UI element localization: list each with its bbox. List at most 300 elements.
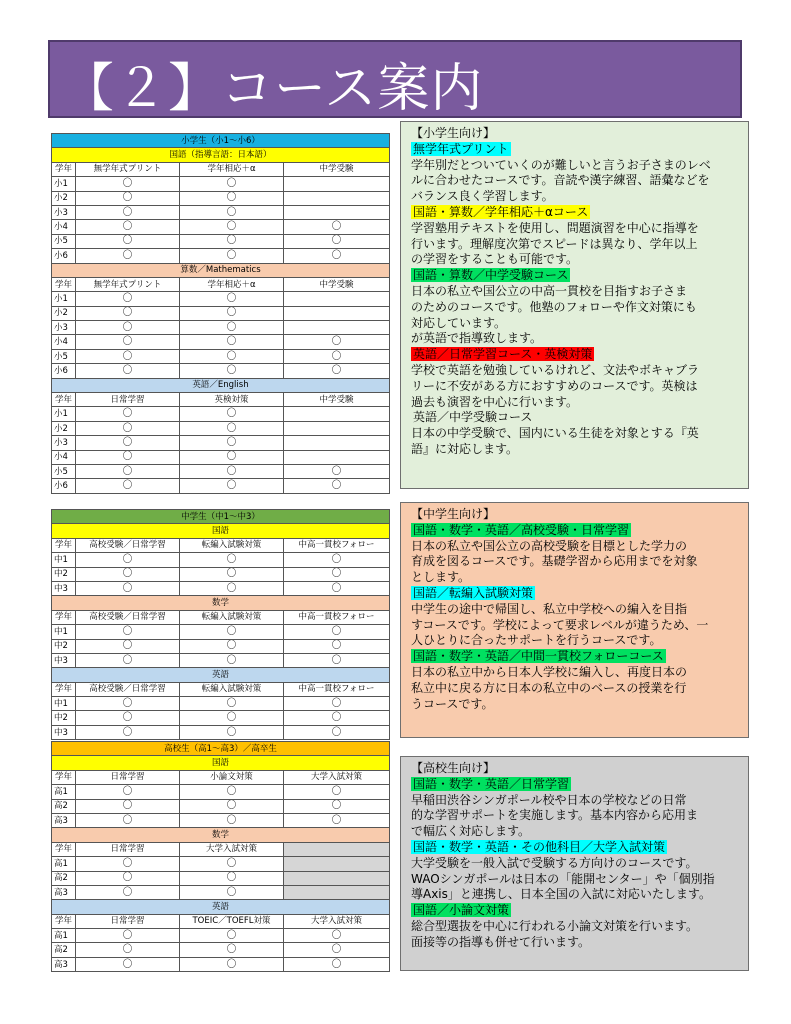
column-header: 無学年式プリント xyxy=(76,162,180,176)
subject-row xyxy=(52,668,390,682)
grade-cell: 小5 xyxy=(52,234,76,248)
column-header: 学年 xyxy=(52,610,76,624)
course-heading-line xyxy=(411,777,740,793)
grade-cell: 高2 xyxy=(52,871,76,885)
mark-cell: 〇 xyxy=(180,335,284,349)
course-heading: 国語・数学・英語／中間一貫校フォローコース xyxy=(413,649,664,664)
mark-cell: 〇 xyxy=(284,249,390,263)
grade-cell: 中1 xyxy=(52,553,76,567)
table-row xyxy=(52,857,390,871)
table-header: 小学生（小1～小6） xyxy=(52,134,390,148)
column-header-row xyxy=(52,393,390,407)
column-header: 学年 xyxy=(52,914,76,928)
mark-cell: 〇 xyxy=(76,191,180,205)
grade-cell: 高3 xyxy=(52,813,76,827)
table-row xyxy=(52,871,390,885)
middle-course-table xyxy=(51,509,390,740)
course-heading-line xyxy=(411,410,740,426)
high-info-panel xyxy=(400,756,749,971)
grade-cell: 小6 xyxy=(52,479,76,493)
column-header-row xyxy=(52,914,390,928)
mark-cell: 〇 xyxy=(284,581,390,595)
course-heading: 国語／小論文対策 xyxy=(413,903,510,918)
course-description-line: 大学受験を一般入試で受験する方向けのコースです。 xyxy=(411,855,698,870)
mark-cell xyxy=(284,857,390,871)
column-header: 英検対策 xyxy=(180,393,284,407)
mark-cell: 〇 xyxy=(180,421,284,435)
course-heading: 英語／日常学習コース・英検対策 xyxy=(413,347,593,362)
mark-cell: 〇 xyxy=(180,292,284,306)
grade-cell: 高3 xyxy=(52,957,76,971)
column-header: 中高一貫校フォロー xyxy=(284,682,390,696)
mark-cell: 〇 xyxy=(284,234,390,248)
subject-label: 英語 xyxy=(52,900,390,914)
mark-cell: 〇 xyxy=(76,349,180,363)
panel-title: 【高校生向け】 xyxy=(411,761,496,775)
mark-cell: 〇 xyxy=(76,553,180,567)
mark-cell: 〇 xyxy=(76,567,180,581)
column-header: 学年 xyxy=(52,393,76,407)
course-description-line: 対応しています。 xyxy=(411,315,507,330)
subject-label: 数学 xyxy=(52,596,390,610)
course-description-line: 日本の私立や国公立の高校受験を目標とした学力の xyxy=(411,538,688,553)
column-header: 学年 xyxy=(52,842,76,856)
mark-cell: 〇 xyxy=(180,205,284,219)
grade-cell: 小3 xyxy=(52,205,76,219)
mark-cell: 〇 xyxy=(180,857,284,871)
column-header-row xyxy=(52,770,390,784)
grade-cell: 高1 xyxy=(52,929,76,943)
mark-cell: 〇 xyxy=(76,813,180,827)
subject-row xyxy=(52,756,390,770)
grade-cell: 中3 xyxy=(52,725,76,739)
course-heading: 国語・数学・英語／高校受験・日常学習 xyxy=(413,522,630,537)
course-description-line: ルに合わせたコースです。音読や漢字練習、語彙などを xyxy=(411,173,710,188)
subject-label: 英語／English xyxy=(52,378,390,392)
course-heading: 国語・算数／中学受験コース xyxy=(413,268,569,283)
grade-cell: 中2 xyxy=(52,711,76,725)
course-description-line: 日本の私立中から日本人学校に編入し、再度日本の xyxy=(411,664,688,679)
mark-cell: 〇 xyxy=(284,653,390,667)
table-row xyxy=(52,639,390,653)
elementary-info-panel xyxy=(400,121,749,489)
column-header: 学年 xyxy=(52,277,76,291)
course-description-line: 日本の中学受験で、国内にいる生徒を対象とする『英 xyxy=(411,426,699,441)
mark-cell: 〇 xyxy=(180,321,284,335)
mark-cell: 〇 xyxy=(76,581,180,595)
mark-cell xyxy=(284,292,390,306)
grade-cell: 小1 xyxy=(52,177,76,191)
grade-cell: 小4 xyxy=(52,220,76,234)
course-description-line: バランス良く学習します。 xyxy=(411,189,554,204)
table-header-row xyxy=(52,510,390,524)
grade-cell: 中3 xyxy=(52,653,76,667)
column-header: 無学年式プリント xyxy=(76,277,180,291)
grade-cell: 小5 xyxy=(52,349,76,363)
mark-cell: 〇 xyxy=(76,436,180,450)
column-header: 日常学習 xyxy=(76,842,180,856)
column-header-row xyxy=(52,277,390,291)
course-heading: 国語・数学・英語／日常学習 xyxy=(413,776,570,791)
column-header: 大学入試対策 xyxy=(180,842,284,856)
page-title: 【２】コース案内 xyxy=(62,59,484,119)
mark-cell xyxy=(284,177,390,191)
grade-cell: 中2 xyxy=(52,567,76,581)
mark-cell xyxy=(284,421,390,435)
table-row xyxy=(52,205,390,219)
subject-label: 国語 xyxy=(52,756,390,770)
mark-cell: 〇 xyxy=(180,581,284,595)
mark-cell: 〇 xyxy=(76,479,180,493)
column-header: 学年 xyxy=(52,682,76,696)
column-header: TOEIC／TOEFL対策 xyxy=(180,914,284,928)
course-description-line: が英語で指導致します。 xyxy=(411,331,543,346)
subject-row xyxy=(52,900,390,914)
course-description-line: 学年別だとついていくのが難しいと言うお子さまのレベ xyxy=(411,157,711,172)
mark-cell: 〇 xyxy=(76,857,180,871)
column-header: 中高一貫校フォロー xyxy=(284,538,390,552)
course-description-line: 早稲田渋谷シンガポール校や日本の学校などの日常 xyxy=(411,792,687,807)
column-header: 転編入試験対策 xyxy=(180,538,284,552)
table-row xyxy=(52,725,390,739)
column-header: 小論文対策 xyxy=(180,770,284,784)
subject-row xyxy=(52,263,390,277)
column-header: 大学入試対策 xyxy=(284,770,390,784)
mark-cell: 〇 xyxy=(284,957,390,971)
grade-cell: 高1 xyxy=(52,857,76,871)
table-row xyxy=(52,885,390,899)
mark-cell: 〇 xyxy=(180,711,284,725)
mark-cell: 〇 xyxy=(76,205,180,219)
course-description-line: うコースです。 xyxy=(411,696,494,711)
mark-cell: 〇 xyxy=(180,553,284,567)
mark-cell: 〇 xyxy=(180,957,284,971)
grade-cell: 小3 xyxy=(52,321,76,335)
table-row xyxy=(52,249,390,263)
course-heading-line xyxy=(411,586,740,602)
course-heading: 国語・算数／学年相応＋αコース xyxy=(413,204,589,219)
grade-cell: 小4 xyxy=(52,450,76,464)
course-heading-line xyxy=(411,347,740,363)
course-description-line: 行います。理解度次第でスピードは異なり、学年以上 xyxy=(411,236,698,251)
grade-cell: 小1 xyxy=(52,407,76,421)
course-description-line: 人ひとりに合ったサポートを行うコースです。 xyxy=(411,633,662,648)
column-header: 日常学習 xyxy=(76,770,180,784)
mark-cell: 〇 xyxy=(180,364,284,378)
table-row xyxy=(52,711,390,725)
grade-cell: 中1 xyxy=(52,625,76,639)
mark-cell: 〇 xyxy=(76,625,180,639)
mark-cell: 〇 xyxy=(76,177,180,191)
mark-cell: 〇 xyxy=(284,943,390,957)
mark-cell xyxy=(284,407,390,421)
table-row xyxy=(52,567,390,581)
mark-cell xyxy=(284,321,390,335)
subject-label: 国語 xyxy=(52,524,390,538)
mark-cell: 〇 xyxy=(180,625,284,639)
table-row xyxy=(52,321,390,335)
table-row xyxy=(52,813,390,827)
mark-cell: 〇 xyxy=(180,567,284,581)
column-header-row xyxy=(52,538,390,552)
grade-cell: 小6 xyxy=(52,364,76,378)
course-description-line: 日本の私立や国公立の中高一貫校を目指すお子さま xyxy=(411,283,688,298)
mark-cell: 〇 xyxy=(180,479,284,493)
course-heading: 無学年式プリント xyxy=(413,141,509,156)
mark-cell: 〇 xyxy=(284,567,390,581)
column-header: 大学入試対策 xyxy=(284,914,390,928)
column-header: 高校受験／日常学習 xyxy=(76,538,180,552)
course-heading: 国語／転編入試験対策 xyxy=(413,585,534,600)
mark-cell: 〇 xyxy=(76,785,180,799)
column-header: 学年 xyxy=(52,162,76,176)
course-description-line: 的な学習サポートを実施します。基本内容から応用ま xyxy=(411,808,699,823)
mark-cell: 〇 xyxy=(76,450,180,464)
course-description-line: で幅広く対応します。 xyxy=(411,824,531,839)
mark-cell: 〇 xyxy=(76,407,180,421)
table-row xyxy=(52,220,390,234)
mark-cell: 〇 xyxy=(180,450,284,464)
mark-cell: 〇 xyxy=(76,292,180,306)
high-course-table xyxy=(51,741,390,972)
grade-cell: 小4 xyxy=(52,335,76,349)
course-heading-line xyxy=(411,205,740,221)
table-row xyxy=(52,335,390,349)
mark-cell xyxy=(284,306,390,320)
mark-cell xyxy=(284,191,390,205)
mark-cell: 〇 xyxy=(76,335,180,349)
mark-cell: 〇 xyxy=(180,871,284,885)
grade-cell: 小6 xyxy=(52,249,76,263)
grade-cell: 小3 xyxy=(52,436,76,450)
course-description-line: 総合型選抜を中心に行われる小論文対策を行います。 xyxy=(411,918,699,933)
mark-cell: 〇 xyxy=(284,349,390,363)
course-description-line: WAOシンガポールは日本の「能開センター」や「個別指 xyxy=(411,871,715,886)
column-header xyxy=(284,842,390,856)
column-header-row xyxy=(52,682,390,696)
course-description-line: リーに不安がある方におすすめのコースです。英検は xyxy=(411,378,698,393)
mark-cell: 〇 xyxy=(180,436,284,450)
mark-cell: 〇 xyxy=(180,725,284,739)
column-header: 日常学習 xyxy=(76,914,180,928)
table-row xyxy=(52,957,390,971)
mark-cell: 〇 xyxy=(180,885,284,899)
mark-cell: 〇 xyxy=(76,249,180,263)
table-row xyxy=(52,653,390,667)
course-description-line: 面接等の指導も併せて行います。 xyxy=(411,934,591,949)
table-row xyxy=(52,799,390,813)
column-header: 学年 xyxy=(52,538,76,552)
mark-cell: 〇 xyxy=(76,697,180,711)
table-row xyxy=(52,464,390,478)
table-row xyxy=(52,625,390,639)
grade-cell: 小1 xyxy=(52,292,76,306)
mark-cell: 〇 xyxy=(76,929,180,943)
mark-cell: 〇 xyxy=(284,479,390,493)
mark-cell: 〇 xyxy=(76,234,180,248)
mark-cell: 〇 xyxy=(76,464,180,478)
course-heading: 英語／中学受験コース xyxy=(413,410,533,425)
table-row xyxy=(52,479,390,493)
mark-cell: 〇 xyxy=(76,711,180,725)
mark-cell: 〇 xyxy=(180,191,284,205)
table-row xyxy=(52,581,390,595)
course-description-line: のためのコースです。他塾のフォローや作文対策にも xyxy=(411,299,697,314)
mark-cell: 〇 xyxy=(180,464,284,478)
mark-cell: 〇 xyxy=(180,220,284,234)
mark-cell: 〇 xyxy=(76,421,180,435)
grade-cell: 小2 xyxy=(52,306,76,320)
mark-cell: 〇 xyxy=(180,306,284,320)
column-header: 中学受験 xyxy=(284,393,390,407)
grade-cell: 小5 xyxy=(52,464,76,478)
grade-cell: 高3 xyxy=(52,885,76,899)
mark-cell: 〇 xyxy=(76,639,180,653)
mark-cell: 〇 xyxy=(180,177,284,191)
course-heading-line xyxy=(411,523,740,539)
mark-cell: 〇 xyxy=(180,813,284,827)
table-row xyxy=(52,697,390,711)
column-header: 学年 xyxy=(52,770,76,784)
column-header-row xyxy=(52,842,390,856)
course-description-line: とします。 xyxy=(411,570,471,585)
course-heading-line xyxy=(411,268,740,284)
course-description-line: 私立中に戻る方に日本の私立中のベースの授業を行 xyxy=(411,680,687,695)
grade-cell: 中1 xyxy=(52,697,76,711)
grade-cell: 中3 xyxy=(52,581,76,595)
course-description-line: 育成を図るコースです。基礎学習から応用までを対象 xyxy=(411,554,698,569)
table-row xyxy=(52,234,390,248)
column-header: 日常学習 xyxy=(76,393,180,407)
panel-title: 【中学生向け】 xyxy=(411,507,496,521)
course-description-line: 過去も演習を中心に行います。 xyxy=(411,394,579,409)
subject-row xyxy=(52,828,390,842)
mark-cell: 〇 xyxy=(180,929,284,943)
mark-cell: 〇 xyxy=(180,249,284,263)
table-row xyxy=(52,407,390,421)
table-header: 高校生（高1～高3）／高卒生 xyxy=(52,742,390,756)
grade-cell: 小2 xyxy=(52,191,76,205)
grade-cell: 高2 xyxy=(52,799,76,813)
mark-cell: 〇 xyxy=(180,349,284,363)
table-header-row xyxy=(52,742,390,756)
mark-cell: 〇 xyxy=(76,306,180,320)
subject-label: 算数／Mathematics xyxy=(52,263,390,277)
mark-cell: 〇 xyxy=(76,943,180,957)
course-description-line: の学習をすることも可能です。 xyxy=(411,252,579,267)
course-description-line: 導Axis」と連携し、日本全国の入試に対応いたします。 xyxy=(411,887,711,902)
subject-row xyxy=(52,524,390,538)
mark-cell: 〇 xyxy=(284,725,390,739)
course-heading-line xyxy=(411,649,740,665)
grade-cell: 高2 xyxy=(52,943,76,957)
column-header: 中学受験 xyxy=(284,162,390,176)
mark-cell: 〇 xyxy=(76,321,180,335)
mark-cell: 〇 xyxy=(284,464,390,478)
course-heading-line xyxy=(411,903,740,919)
table-row xyxy=(52,436,390,450)
mark-cell: 〇 xyxy=(284,335,390,349)
mark-cell: 〇 xyxy=(180,639,284,653)
subject-label: 国語（指導言語：日本語） xyxy=(52,148,390,162)
middle-info-panel xyxy=(400,502,749,738)
column-header: 中学受験 xyxy=(284,277,390,291)
title-banner xyxy=(48,40,742,118)
table-row xyxy=(52,785,390,799)
column-header-row xyxy=(52,610,390,624)
mark-cell: 〇 xyxy=(180,697,284,711)
mark-cell: 〇 xyxy=(284,220,390,234)
mark-cell: 〇 xyxy=(284,929,390,943)
mark-cell: 〇 xyxy=(76,799,180,813)
column-header: 学年相応＋α xyxy=(180,162,284,176)
grade-cell: 小2 xyxy=(52,421,76,435)
table-row xyxy=(52,292,390,306)
subject-row xyxy=(52,148,390,162)
course-description-line: すコースです。学校によって要求レベルが違うため、一 xyxy=(411,617,709,632)
mark-cell: 〇 xyxy=(284,364,390,378)
grade-cell: 高1 xyxy=(52,785,76,799)
column-header: 学年相応＋α xyxy=(180,277,284,291)
mark-cell: 〇 xyxy=(76,957,180,971)
mark-cell xyxy=(284,436,390,450)
mark-cell xyxy=(284,885,390,899)
column-header: 高校受験／日常学習 xyxy=(76,610,180,624)
mark-cell: 〇 xyxy=(284,553,390,567)
table-row xyxy=(52,929,390,943)
table-header: 中学生（中1～中3） xyxy=(52,510,390,524)
panel-title: 【小学生向け】 xyxy=(411,126,496,140)
mark-cell xyxy=(284,871,390,885)
table-header-row xyxy=(52,134,390,148)
mark-cell xyxy=(284,205,390,219)
table-row xyxy=(52,943,390,957)
course-description-line: 学習塾用テキストを使用し、問題演習を中心に指導を xyxy=(411,220,699,235)
mark-cell: 〇 xyxy=(76,871,180,885)
course-heading-line xyxy=(411,840,740,856)
mark-cell: 〇 xyxy=(76,220,180,234)
mark-cell: 〇 xyxy=(180,799,284,813)
subject-row xyxy=(52,378,390,392)
table-row xyxy=(52,364,390,378)
mark-cell: 〇 xyxy=(284,625,390,639)
elementary-course-table xyxy=(51,133,390,494)
column-header: 中高一貫校フォロー xyxy=(284,610,390,624)
mark-cell: 〇 xyxy=(284,799,390,813)
table-row xyxy=(52,306,390,320)
mark-cell: 〇 xyxy=(180,785,284,799)
subject-row xyxy=(52,596,390,610)
mark-cell: 〇 xyxy=(76,885,180,899)
table-row xyxy=(52,450,390,464)
column-header: 転編入試験対策 xyxy=(180,682,284,696)
mark-cell: 〇 xyxy=(284,711,390,725)
mark-cell: 〇 xyxy=(180,234,284,248)
course-description-line: 語』に対応します。 xyxy=(411,441,519,456)
mark-cell xyxy=(284,450,390,464)
column-header-row xyxy=(52,162,390,176)
subject-label: 数学 xyxy=(52,828,390,842)
course-heading-line xyxy=(411,142,740,158)
mark-cell: 〇 xyxy=(284,639,390,653)
table-row xyxy=(52,349,390,363)
table-row xyxy=(52,553,390,567)
table-row xyxy=(52,191,390,205)
course-heading: 国語・数学・英語・その他科目／大学入試対策 xyxy=(413,839,666,854)
grade-cell: 中2 xyxy=(52,639,76,653)
mark-cell: 〇 xyxy=(180,407,284,421)
table-row xyxy=(52,177,390,191)
